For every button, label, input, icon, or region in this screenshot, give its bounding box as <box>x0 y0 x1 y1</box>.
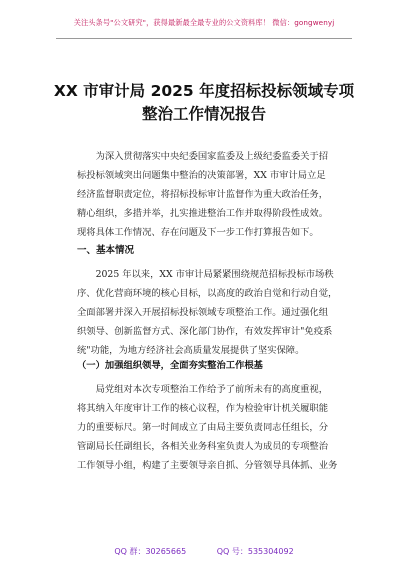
paragraph-line: 精心组织，多措并举，扎实推进整治工作并取得阶段性成效。 <box>77 208 329 219</box>
paragraph-line: 2025 年以来，XX 市审计局紧紧围绕规范招标投标市场秩 <box>95 269 334 280</box>
basic-info-paragraph <box>77 265 341 360</box>
footer-contact <box>0 546 408 557</box>
paragraph-line: 全面部署并深入开展招标投标领域专项整治工作。通过强化组 <box>77 307 329 318</box>
section-heading-basic-info: 一、基本情况 <box>77 245 135 256</box>
paragraph-line: 局党组对本次专项整治工作给予了前所未有的高度重视， <box>95 384 329 395</box>
header-divider <box>56 38 352 39</box>
paragraph-line: 现将具体工作情况、存在问题及下一步工作打算报告如下。 <box>77 227 319 238</box>
title-line-2: 整治工作情况报告 <box>141 105 266 123</box>
subsection-heading-organization: （一）加强组织领导，全面夯实整治工作根基 <box>77 360 263 371</box>
paragraph-line: 工作领导小组，构建了主要领导亲自抓、分管领导具体抓、业务 <box>77 460 338 471</box>
paragraph-line: 序、优化营商环境的核心目标，以高度的政治自觉和行动自觉， <box>77 288 338 299</box>
paragraph-line: 统"功能，为地方经济社会高质量发展提供了坚实保障。 <box>77 345 305 356</box>
header-notice: 关注头条号"公文研究"，获得最新最全最专业的公文资料库！ 微信：gongwenyj <box>73 18 335 27</box>
qq-number-text: QQ 号：535304092 <box>216 547 294 556</box>
intro-paragraph <box>77 147 341 242</box>
title-line-1: XX 市审计局 2025 年度招标投标领域专项 <box>53 82 355 100</box>
paragraph-line: 标投标领域突出问题集中整治的决策部署，XX 市审计局立足 <box>77 170 326 181</box>
paragraph-line: 力的重要标尺。第一时间成立了由局主要负责同志任组长，分 <box>77 422 329 433</box>
paragraph-line: 管副局长任副组长，各相关业务科室负责人为成员的专项整治 <box>77 441 329 452</box>
document-title <box>0 80 408 126</box>
paragraph-line: 为深入贯彻落实中央纪委国家监委及上级纪委监委关于招 <box>95 151 329 162</box>
paragraph-line: 经济监督职责定位，将招标投标审计监督作为重大政治任务， <box>77 189 329 200</box>
paragraph-line: 将其纳入年度审计工作的核心议程，作为检验审计机关履职能 <box>77 403 329 414</box>
paragraph-line: 织领导、创新监督方式、深化部门协作，有效发挥审计"免疫系 <box>77 326 333 337</box>
organization-paragraph <box>77 380 341 475</box>
qq-group-text: QQ 群：30265665 <box>114 547 187 556</box>
